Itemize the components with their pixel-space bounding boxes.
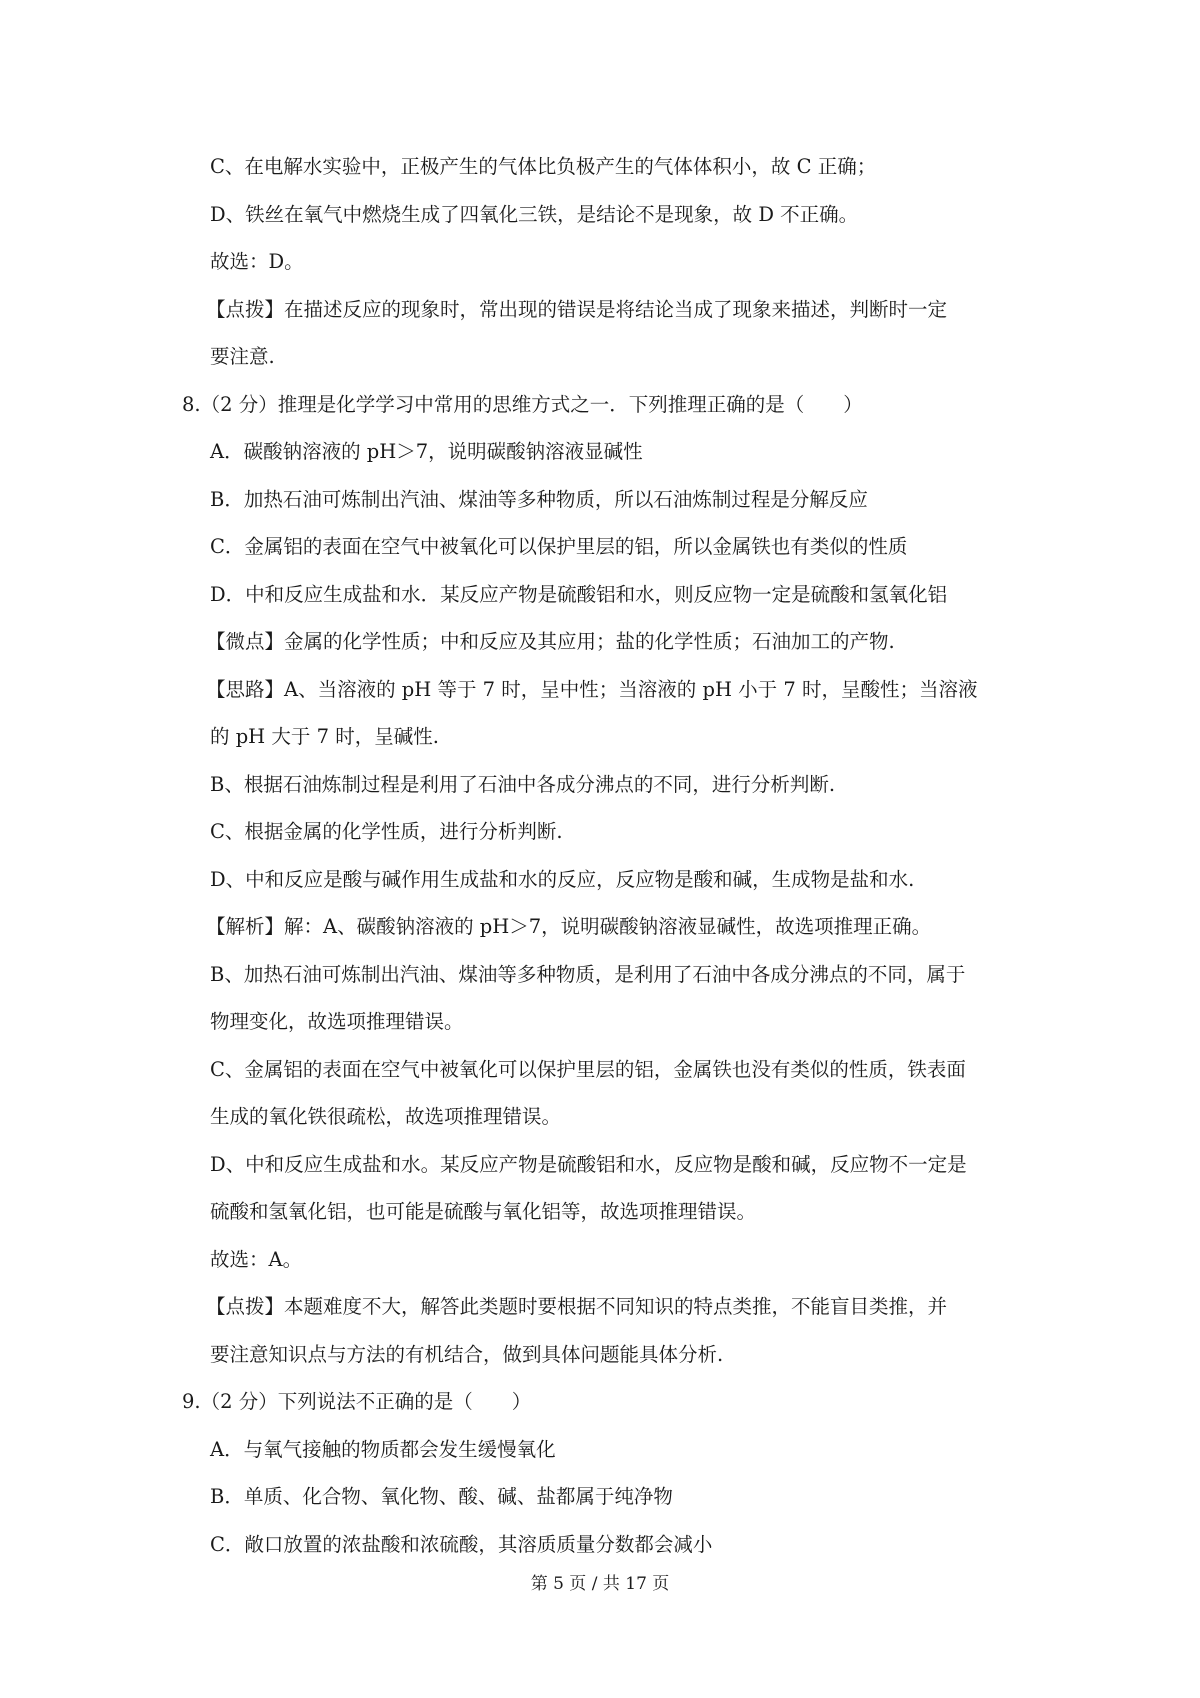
- key-point-line: 【微点】金属的化学性质；中和反应及其应用；盐的化学性质；石油加工的产物.: [206, 630, 895, 653]
- option-b: B．单质、化合物、氧化物、酸、碱、盐都属于纯净物: [210, 1485, 673, 1508]
- option-d: D．中和反应生成盐和水．某反应产物是硫酸铝和水，则反应物一定是硫酸和氢氧化铝: [210, 583, 948, 606]
- option-a: A．与氧气接触的物质都会发生缓慢氧化: [210, 1438, 556, 1461]
- text-line: D、铁丝在氧气中燃烧生成了四氧化三铁，是结论不是现象，故 D 不正确。: [210, 203, 859, 226]
- text-line: 的 pH 大于 7 时，呈碱性.: [210, 725, 439, 748]
- question-8-title: 8.（2 分）推理是化学学习中常用的思维方式之一．下列推理正确的是（ ）: [182, 393, 863, 416]
- text-line: 生成的氧化铁很疏松，故选项推理错误。: [210, 1105, 562, 1128]
- text-line: 故选：D。: [210, 250, 304, 273]
- text-line: D、中和反应是酸与碱作用生成盐和水的反应，反应物是酸和碱，生成物是盐和水.: [210, 868, 915, 891]
- tip-line: 【点拨】本题难度不大，解答此类题时要根据不同知识的特点类推，不能盲目类推，并: [206, 1295, 948, 1318]
- analysis-line: 【解析】解：A、碳酸钠溶液的 pH＞7，说明碳酸钠溶液显碱性，故选项推理正确。: [206, 915, 932, 938]
- text-line: 物理变化，故选项推理错误。: [210, 1010, 464, 1033]
- text-line: C、根据金属的化学性质，进行分析判断.: [210, 820, 563, 843]
- text-line: B、加热石油可炼制出汽油、煤油等多种物质，是利用了石油中各成分沸点的不同，属于: [210, 963, 966, 986]
- option-b: B．加热石油可炼制出汽油、煤油等多种物质，所以石油炼制过程是分解反应: [210, 488, 868, 511]
- option-a: A．碳酸钠溶液的 pH＞7，说明碳酸钠溶液显碱性: [210, 440, 643, 463]
- tip-line: 【点拨】在描述反应的现象时，常出现的错误是将结论当成了现象来描述，判断时一定: [206, 298, 948, 321]
- text-line: B、根据石油炼制过程是利用了石油中各成分沸点的不同，进行分析判断.: [210, 773, 836, 796]
- page-footer: 第 5 页 / 共 17 页: [530, 1574, 670, 1594]
- text-line: C、金属铝的表面在空气中被氧化可以保护里层的铝，金属铁也没有类似的性质，铁表面: [210, 1058, 966, 1081]
- answer-line: 故选：A。: [210, 1248, 303, 1271]
- option-c: C．敞口放置的浓盐酸和浓硫酸，其溶质质量分数都会减小: [210, 1533, 713, 1556]
- text-line: C、在电解水实验中，正极产生的气体比负极产生的气体体积小，故 C 正确；: [210, 155, 877, 178]
- option-c: C．金属铝的表面在空气中被氧化可以保护里层的铝，所以金属铁也有类似的性质: [210, 535, 908, 558]
- text-line: 要注意.: [210, 345, 275, 368]
- question-9-title: 9.（2 分）下列说法不正确的是（ ）: [182, 1390, 532, 1413]
- text-line: 硫酸和氢氧化铝，也可能是硫酸与氧化铝等，故选项推理错误。: [210, 1200, 757, 1223]
- text-line: 要注意知识点与方法的有机结合，做到具体问题能具体分析.: [210, 1343, 724, 1366]
- text-line: D、中和反应生成盐和水。某反应产物是硫酸铝和水，反应物是酸和碱，反应物不一定是: [210, 1153, 967, 1176]
- approach-line: 【思路】A、当溶液的 pH 等于 7 时，呈中性；当溶液的 pH 小于 7 时，呈酸性；当溶液: [206, 678, 978, 701]
